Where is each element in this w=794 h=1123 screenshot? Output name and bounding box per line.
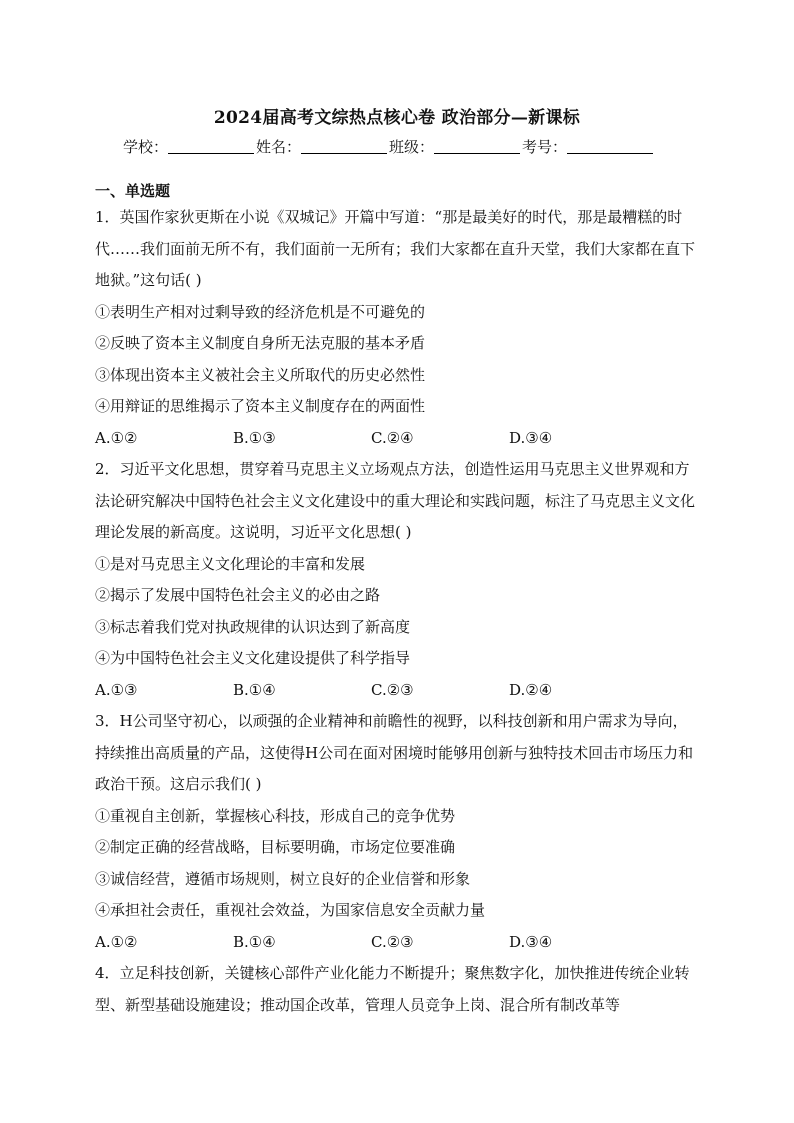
question-4 [95,958,697,1021]
section-heading: 一、单选题 [95,182,171,200]
class-label: 班级： [389,138,435,156]
class-blank [434,139,520,154]
answer-choices [95,927,697,959]
statement-option: ①表明生产相对过剩导致的经济危机是不可避免的 [95,302,426,321]
statement-option: ②揭示了发展中国特色社会主义的必由之路 [95,586,381,604]
school-label: 学校： [123,138,169,156]
question-3 [95,706,697,958]
choice-c: C.②③ [371,932,414,951]
statement-option: ②制定正确的经营战略，目标要明确，市场定位要准确 [95,838,456,856]
name-blank [301,139,387,154]
question-2 [95,454,697,706]
statement-option: ③标志着我们党对执政规律的认识达到了新高度 [95,617,411,636]
exam-number-blank [567,139,653,154]
choice-a: A.①③ [95,680,138,699]
question-stem: 4．立足科技创新，关键核心部件产业化能力不断提升；聚焦数字化，加快推进传统企业转型、新型基础设施建设；推动国企改革，管理人员竞争上岗、混合所有制改革等 [95,964,690,1014]
statement-option: ③体现出资本主义被社会主义所取代的历史必然性 [95,365,426,384]
choice-a: A.①② [95,932,138,951]
choice-b: B.①③ [233,428,276,447]
name-label: 姓名： [256,138,302,156]
statement-option: ②反映了资本主义制度自身所无法克服的基本矛盾 [95,334,426,352]
question-stem: 1．英国作家狄更斯在小说《双城记》开篇中写道：“那是最美好的时代，那是最糟糕的时代……我们面前无所不有，我们面前一无所有；我们大家都在直升天堂，我们大家都在直下地狱。”这句话( ) [95,208,696,289]
answer-choices [95,675,697,707]
question-stem: 2．习近平文化思想，贯穿着马克思主义立场观点方法，创造性运用马克思主义世界观和方法论研究解决中国特色社会主义文化建设中的重大理论和实践问题，标注了马克思主义文化理论发展的新高度。这说明，习近平文化思想( ) [95,460,696,541]
document-title: 2024届高考文综热点核心卷 政治部分—新课标 [213,108,581,128]
statement-option: ①重视自主创新，掌握核心科技，形成自己的竞争优势 [95,806,456,825]
school-blank [168,139,254,154]
statement-option: ④承担社会责任，重视社会效益，为国家信息安全贡献力量 [95,901,486,919]
choice-d: D.②④ [509,680,553,699]
question-stem: 3．H公司坚守初心，以顽强的企业精神和前瞻性的视野，以科技创新和用户需求为导向，持续推出高质量的产品，这使得H公司在面对困境时能够用创新与独特技术回击市场压力和政治干预。这启示我们( ) [95,712,694,793]
choice-d: D.③④ [509,428,553,447]
choice-b: B.①④ [233,932,276,951]
choice-d: D.③④ [509,932,553,951]
question-1 [95,202,697,454]
student-info-row [123,136,683,157]
statement-option: ①是对马克思主义文化理论的丰富和发展 [95,554,366,573]
statement-option: ③诚信经营，遵循市场规则，树立良好的企业信誉和形象 [95,869,471,888]
choice-b: B.①④ [233,680,276,699]
exam-number-label: 考号： [522,138,568,156]
questions-body [95,202,697,1021]
choice-c: C.②③ [371,680,414,699]
answer-choices [95,423,697,455]
choice-a: A.①② [95,428,138,447]
statement-option: ④为中国特色社会主义文化建设提供了科学指导 [95,649,411,667]
statement-option: ④用辩证的思维揭示了资本主义制度存在的两面性 [95,397,426,415]
choice-c: C.②④ [371,428,414,447]
